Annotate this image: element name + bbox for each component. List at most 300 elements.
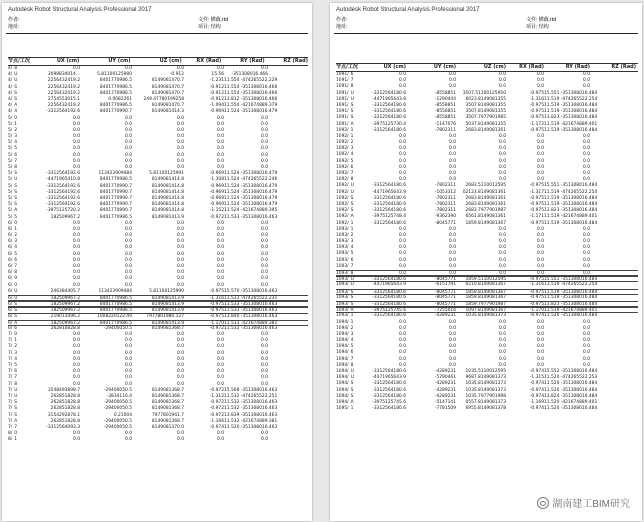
column-header: RZ (Rad) [283, 58, 308, 64]
table-cell: 262851828.8 [50, 406, 80, 412]
table-cell: 2683.8149081361 [465, 201, 506, 207]
table-row [8, 301, 308, 307]
table-cell: 0.0 [217, 251, 224, 257]
table-cell: 0.0 [261, 165, 268, 170]
table-cell: 0.0 [217, 121, 224, 127]
table-cell: -1.170 [529, 308, 544, 314]
table-cell: 0.0 [261, 152, 268, 158]
node-case-cell: 5/ S [8, 195, 18, 201]
node-case-cell: 5/ 8 [8, 165, 18, 170]
table-cell: 0.0 [583, 362, 590, 368]
table-cell: 0.0 [73, 127, 80, 133]
project-name: 结构 [210, 24, 221, 30]
table-cell: 0.0 [177, 264, 184, 269]
table-cell: 0.0 [261, 226, 268, 232]
node-case-cell: 7/ 0 [8, 332, 18, 338]
table-cell: 0.0 [399, 344, 406, 350]
table-cell: -4289231 [434, 393, 456, 399]
table-cell: 0.0 [499, 319, 506, 325]
table-cell: 1035.5110012595 [465, 369, 506, 374]
table-cell: -0.969 [209, 109, 224, 115]
table-cell: 0.0 [217, 140, 224, 146]
table-cell: -0.974 [529, 406, 544, 412]
table-cell: 5.81100125990 [149, 288, 184, 294]
table-cell: 0.0 [537, 251, 544, 257]
table-cell: 0.0 [261, 431, 268, 437]
table-cell: 0210.8149081367 [465, 282, 506, 288]
table-cell: -8558851 [434, 102, 456, 108]
project-info: 项目: 结构 [198, 24, 221, 30]
table-cell: 0.0 [217, 431, 224, 437]
table-cell: -0.975 [529, 201, 544, 207]
table-cell: 113423909484 [98, 171, 132, 177]
table-cell: 0.0 [537, 356, 544, 362]
table-cell: 0.0 [449, 257, 456, 263]
author-label: 作者: [336, 17, 348, 23]
table-cell: 0.0 [125, 344, 132, 350]
table-cell: 0.0 [449, 319, 456, 325]
table-cell: 0.0 [73, 369, 80, 375]
table-cell: -0.912 [209, 90, 224, 96]
node-case-cell: 5/ 3 [8, 134, 18, 140]
node-case-cell: 1093/ U [336, 277, 354, 283]
table-cell: 8401770990.7 [99, 195, 132, 201]
table-cell: 8149081368.7 [151, 400, 184, 406]
address-label: 地址: [8, 24, 20, 30]
table-cell: 0.0 [125, 381, 132, 387]
node-case-cell: 7/ 7 [8, 424, 18, 430]
table-cell: -0.975 [529, 90, 544, 96]
table-cell: 0.0 [73, 226, 80, 232]
table-cell: -1.169 [529, 399, 544, 405]
table-cell: 0.0 [449, 140, 456, 146]
table-cell: 8149081414.8 [151, 208, 184, 214]
table-cell: 0.0 [537, 84, 544, 90]
table-row [8, 289, 308, 295]
table-cell: 0.0 [399, 133, 406, 139]
table-cell: -8558851 [434, 115, 456, 121]
table-cell: -1.171 [529, 214, 544, 220]
table-cell: 0.0 [73, 140, 80, 146]
table-cell: 0.0 [449, 78, 456, 84]
table-cell: -3975125745.6 [372, 399, 406, 405]
table-cell: -3312564192.6 [46, 195, 80, 201]
table-cell: 11.519 -351308016.484 [544, 289, 598, 295]
table-cell: 8401770986.5 [99, 308, 132, 314]
table-cell: -0.974 [529, 387, 544, 393]
table-cell: 0.0 [399, 164, 406, 170]
table-cell: 0.0 [499, 356, 506, 362]
table-cell: 0.0 [125, 282, 132, 288]
table-cell: 262851828.8 [50, 418, 80, 424]
node-case-cell: 7/ S [8, 412, 18, 418]
node-case-cell: 4/ 4 [8, 109, 18, 115]
table-cell: 0.0 [217, 369, 224, 375]
table-cell: 0.0 [537, 133, 544, 139]
table-cell: 0.0 [125, 270, 132, 276]
table-cell: 0.0 [177, 276, 184, 282]
table-cell: 0.0 [583, 338, 590, 344]
table-cell: -3312564180.6 [372, 220, 406, 226]
file-info: 文件: 横截.rtd [198, 17, 229, 23]
table-cell: 0.0 [537, 78, 544, 84]
table-cell: 0.0 [583, 152, 590, 158]
table-cell: 0.0 [177, 226, 184, 232]
table-cell: 0.0 [177, 431, 184, 437]
node-case-cell: 5/ 7 [8, 158, 18, 164]
node-case-cell: 1092/ 1 [336, 133, 354, 139]
table-cell: 11.524 -351308016.479 [224, 202, 278, 208]
node-case-cell: 1093/ 8 [336, 271, 354, 276]
table-cell: 0.0 [399, 226, 406, 232]
table-cell: -3312564180.6 [372, 102, 406, 108]
table-cell: 0.0 [583, 319, 590, 325]
table-cell: 8401770986.5 [99, 177, 132, 183]
table-cell: 13.839 -351308016.463 [224, 412, 278, 418]
table-cell: 0.0 [537, 344, 544, 350]
table-cell: 0.0 [537, 263, 544, 269]
node-case-cell: 6/ 7 [8, 264, 18, 269]
table-cell: -0.974 [529, 369, 544, 374]
table-cell: 0.0 [125, 140, 132, 146]
node-case-cell: 1093/ A [336, 308, 354, 314]
table-cell: 02123.8149081361 [462, 189, 506, 195]
table-cell: 9687.8149081373 [465, 375, 506, 381]
table-cell: 11.554 -351308016.466 [224, 90, 278, 96]
table-cell: 0.0 [177, 158, 184, 164]
table-cell: 0.0 [399, 84, 406, 90]
table-cell: 0.0 [217, 270, 224, 276]
table-cell: -0.974 [529, 381, 544, 387]
node-case-cell: 7/ 7 [8, 375, 18, 381]
table-cell: 11.532 -351308016.463 [224, 400, 278, 406]
watermark [537, 495, 630, 510]
table-cell: -29400050.5 [103, 325, 132, 331]
table-cell: 0.0 [499, 232, 506, 238]
node-case-cell: 1094/ A [336, 399, 354, 405]
table-cell: -3312564180.6 [372, 183, 406, 189]
table-cell: 262851828.8 [50, 393, 80, 399]
table-cell: 0.0 [537, 350, 544, 356]
node-case-cell: 5/ 5 [8, 214, 18, 220]
table-cell: 0.0 [217, 239, 224, 245]
table-cell: 15.551 -351308016.484 [544, 277, 598, 283]
table-cell: 8401770990.7 [99, 202, 132, 208]
table-cell: 0.0 [125, 121, 132, 127]
table-cell: 3507.8149081355 [465, 102, 506, 108]
address-label: 地址: [336, 24, 348, 30]
node-case-cell: 1092/ 5 [336, 158, 354, 164]
table-cell: 11.519 -351308016.484 [544, 195, 598, 201]
table-cell: 0.0 [449, 164, 456, 170]
node-case-cell: 6/ 5 [8, 251, 18, 257]
table-cell: 0.0 [177, 134, 184, 140]
displacement-table [8, 57, 308, 443]
column-header: 节点/工况 [8, 58, 30, 64]
table-cell: 0.0 [537, 232, 544, 238]
node-case-cell: 6/ 6 [8, 257, 18, 263]
table-cell: 0.0 [537, 245, 544, 251]
table-cell: 262810828.8 [50, 325, 80, 331]
table-cell: 0.0 [261, 338, 268, 344]
table-cell: 0.0 [449, 158, 456, 164]
table-cell: 0.0 [217, 165, 224, 170]
table-cell: 13.823 -351308016.484 [544, 208, 598, 214]
table-cell: -1.316 [529, 282, 544, 288]
table-cell: 0.0 [583, 245, 590, 251]
table-cell: -0.972 [209, 400, 224, 406]
table-cell: 0.0 [217, 134, 224, 140]
table-cell: 0.0 [583, 177, 590, 183]
table-cell: -1.231 [209, 78, 224, 84]
table-cell: 0.0 [499, 245, 506, 251]
displacement-table [336, 63, 638, 412]
table-cell: 0.0 [537, 158, 544, 164]
node-case-cell: 1091/ S [336, 102, 354, 108]
table-cell: 11.520 -351308016.484 [544, 313, 598, 319]
node-case-cell: 1091/ S [336, 109, 354, 115]
table-cell: -0.972 [209, 325, 224, 331]
table-cell: 8149081414.8 [151, 183, 184, 189]
table-cell: 13.812 -351308016.466 [224, 96, 278, 102]
table-cell: 0.0 [217, 356, 224, 362]
table-row [336, 301, 638, 307]
table-cell: 11.520 -351308016.484 [544, 406, 598, 412]
table-cell: 0.0 [499, 257, 506, 263]
table-cell: 0.0 [217, 226, 224, 232]
table-cell: -0.975 [209, 288, 224, 294]
table-cell: 0.0 [499, 251, 506, 257]
table-cell: 0.0 [125, 134, 132, 140]
column-header: RY (Rad) [565, 64, 590, 70]
table-cell: -29400050.5 [103, 424, 132, 430]
node-case-cell: 4/ U [8, 78, 18, 84]
table-cell: 0.0 [261, 245, 268, 251]
table-cell: 8149081368.7 [151, 393, 184, 399]
table-cell: 11.519 -351308016.484 [544, 220, 598, 226]
table-cell: -6151791 [434, 282, 456, 288]
table-cell: 0.0 [177, 121, 184, 127]
table-cell: 8401770986.5 [99, 103, 132, 109]
column-header: UY (cm) [433, 64, 456, 70]
table-cell: 0.0 [217, 220, 224, 226]
table-cell: -4471965643.9 [372, 189, 406, 195]
node-case-cell: 1092/ U [336, 189, 354, 195]
table-cell: 11.519 -474265522.254 [544, 189, 598, 195]
table-cell: 0.0 [537, 239, 544, 245]
table-cell: 0.0 [73, 375, 80, 381]
table-cell: 0.0 [261, 146, 268, 152]
table-cell: 113423909484 [98, 288, 132, 294]
table-cell: 0.0 [399, 263, 406, 269]
table-cell: 0.0 [125, 127, 132, 133]
table-cell: 0.0 [449, 171, 456, 176]
table-cell: 0.0 [73, 282, 80, 288]
table-cell: -0.975 [529, 289, 544, 295]
table-cell: 0.0 [537, 171, 544, 176]
table-cell: 0.0 [499, 362, 506, 368]
table-cell: 182509967.2 [50, 308, 80, 314]
table-header [336, 63, 638, 72]
table-cell: 0.0 [217, 381, 224, 387]
table-cell: 0.0 [399, 350, 406, 356]
table-cell: 0.0 [177, 369, 184, 375]
table-cell: 0.0 [261, 239, 268, 245]
node-case-cell: 5/ 4 [8, 140, 18, 146]
table-cell: 0.0 [399, 338, 406, 344]
node-case-cell: 7/ 3 [8, 350, 18, 356]
table-cell: 8149081368.7 [151, 387, 184, 393]
table-cell: 0.0 [449, 344, 456, 350]
header-divider [334, 33, 638, 34]
table-cell: -3312564180.6 [372, 406, 406, 412]
table-cell: 0.0 [217, 152, 224, 158]
table-cell: -1.308 [209, 177, 224, 183]
node-case-cell: 1093/ 3 [336, 239, 354, 245]
table-cell: 8401770990.7 [99, 189, 132, 195]
table-cell: -0.975 [529, 115, 544, 121]
table-cell: 6561.8149081361 [465, 214, 506, 220]
table-cell: -7802311 [434, 208, 456, 214]
table-cell: -1.094 [209, 103, 224, 109]
table-cell: 0.0 [177, 338, 184, 344]
table-cell: -0.975 [529, 183, 544, 189]
table-cell: 0.0 [73, 356, 80, 362]
table-cell: 0.0 [261, 220, 268, 226]
table-cell: -3312564180.6 [372, 294, 406, 300]
table-cell: 0.0 [583, 331, 590, 337]
table-cell: 0.0 [125, 158, 132, 164]
project-info: 项目: 结构 [526, 24, 549, 30]
node-case-cell: 1091/ 7 [336, 78, 354, 84]
table-cell: 0.0 [125, 264, 132, 269]
table-cell: 0.0 [73, 115, 80, 121]
watermark-text: 湖南建工BIM研究 [552, 499, 630, 510]
table-cell: 219011096.2 [50, 313, 80, 319]
report-page-right [330, 3, 642, 521]
table-cell: 0.0 [73, 134, 80, 140]
table-cell: 0.0 [261, 350, 268, 356]
table-cell: 0.0 [125, 375, 132, 381]
table-cell: 8149081368.7 [151, 406, 184, 412]
table-cell: 0.0 [399, 245, 406, 251]
table-cell: 8401770986.5 [99, 90, 132, 96]
column-header: UX (cm) [383, 64, 406, 70]
table-cell: 1035.8149081373 [465, 313, 506, 319]
table-cell: 13.823 -351308016.484 [544, 301, 598, 307]
table-cell: 0.0 [399, 158, 406, 164]
node-case-cell: 6/ 0 [8, 282, 18, 288]
table-cell: 15.551 -351308016.484 [544, 90, 598, 96]
table-cell: -0.972 [209, 406, 224, 412]
table-cell: -1.170 [209, 320, 224, 326]
node-case-cell: 1093/ 5 [336, 251, 354, 257]
table-cell: 11.519 -351308016.484 [544, 102, 598, 108]
table-cell: 11.520 -421674889.401 [544, 399, 598, 405]
node-case-cell: 1094/ 6 [336, 350, 354, 356]
column-header: RX (Rad) [196, 58, 222, 64]
table-cell: 8149081368.7 [151, 418, 184, 424]
table-cell: 0.0 [125, 332, 132, 338]
node-case-cell: 7/ S [8, 406, 18, 412]
node-case-cell: 1093/ 1 [336, 226, 354, 232]
table-cell: 0.0 [449, 245, 456, 251]
node-case-cell: 1094/ 1 [336, 319, 354, 325]
table-cell: 11.519 -474265522.254 [544, 282, 598, 288]
table-cell: 0.0 [537, 257, 544, 263]
node-case-cell: 1093/ S [336, 301, 354, 307]
column-header: RX (Rad) [519, 64, 544, 70]
table-cell: 11.524 -351308016.479 [224, 171, 278, 177]
table-cell: 0.0 [449, 356, 456, 362]
table-cell: 8149081413.9 [151, 308, 184, 314]
table-cell: 0.0 [583, 257, 590, 263]
node-case-cell: 1094/ 8 [336, 362, 354, 368]
node-case-cell: 1091/ U [336, 90, 354, 96]
table-cell: 0.0 [583, 325, 590, 331]
node-case-cell: 5/ A [8, 208, 18, 214]
table-cell: -7802311 [434, 201, 456, 207]
table-cell: 0.0 [399, 146, 406, 152]
table-cell: 15.568 -351308016.463 [224, 387, 278, 393]
table-cell: 182509967.2 [50, 214, 80, 220]
table-cell: 0.0 [499, 177, 506, 183]
table-cell: 0.0 [261, 127, 268, 133]
table-cell: 0.0 [499, 158, 506, 164]
table-cell: 15.56 [211, 72, 224, 78]
table-cell: -0.975 [529, 127, 544, 133]
node-case-cell: 1091/ A [336, 121, 354, 127]
table-cell: 11.524 -421674889.395 [224, 208, 278, 214]
table-cell: -0.974 [529, 393, 544, 399]
table-cell: 0.0 [449, 232, 456, 238]
file-name: 横截.rtd [210, 17, 229, 23]
table-cell: 11.519 -351308016.484 [544, 294, 598, 300]
table-cell: 11.519 -421674889.401 [544, 121, 598, 127]
table-cell: -4471965643.8 [372, 96, 406, 102]
table-cell: 8149081413.9 [151, 320, 184, 326]
table-cell: -4471965643.9 [372, 282, 406, 288]
table-cell: 0.0 [125, 220, 132, 226]
table-cell: -7802311 [434, 195, 456, 201]
node-case-cell: 8/ 1 [8, 437, 18, 443]
table-cell: 0.0 [177, 381, 184, 387]
table-cell: 0.0 [449, 362, 456, 368]
table-cell: -3975125745.6 [372, 308, 406, 314]
table-cell: 0.0 [261, 369, 268, 375]
table-cell: -0.969 [209, 195, 224, 201]
table-cell: 0.0 [261, 264, 268, 269]
table-cell: 8149081414.8 [151, 195, 184, 201]
table-cell: -1.172 [529, 121, 544, 127]
table-cell: 5.81100125980 [97, 72, 132, 78]
table-cell: 11.532 -351308016.463 [224, 325, 278, 331]
node-case-cell: 1091/ U [336, 96, 354, 102]
table-cell: -0.975 [209, 308, 224, 314]
column-header: RY (Rad) [240, 58, 265, 64]
node-case-cell: 1092/ 4 [336, 152, 354, 158]
table-cell: 0.0 [177, 127, 184, 133]
table-cell: 0.0 [217, 245, 224, 251]
table-cell: 0.0 [261, 276, 268, 282]
table-cell: 13.840 -351308016.463 [224, 313, 278, 319]
table-cell: 0.0 [449, 271, 456, 276]
node-case-cell: 4/ S [8, 84, 18, 90]
node-case-cell: 6/ 1 [8, 226, 18, 232]
table-cell: 0.0 [73, 233, 80, 239]
table-cell: -3312564192.6 [46, 189, 80, 195]
table-cell: 0.0 [125, 239, 132, 245]
